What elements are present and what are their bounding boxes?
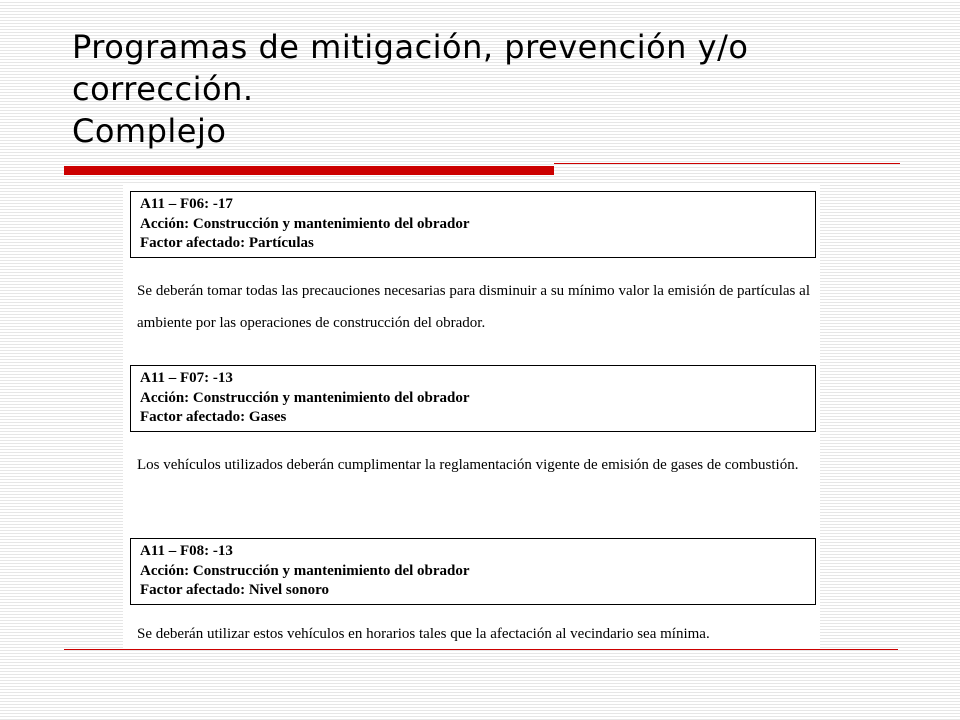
section-header-box-f07 (130, 365, 816, 432)
section-factor: Factor afectado: Partículas (140, 235, 314, 251)
section-factor: Factor afectado: Nivel sonoro (140, 582, 329, 598)
section-accion: Acción: Construcción y mantenimiento del obrador (140, 215, 470, 232)
section-code: A11 – F08: -13 (140, 543, 233, 559)
section-accion: Acción: Construcción y mantenimiento del obrador (140, 562, 470, 579)
section-text-f06: Se deberán tomar todas las precauciones necesarias para disminuir a su mínimo valor la emisión de partículas al ambiente por las operaciones de construcción del obrador. (137, 283, 810, 331)
slide-title (72, 26, 912, 152)
title-accent-bar (64, 166, 554, 175)
section-code: A11 – F06: -17 (140, 196, 233, 212)
title-accent-line (554, 163, 900, 164)
section-accion: Acción: Construcción y mantenimiento del obrador (140, 389, 470, 406)
slide-title-line-1: Programas de mitigación, prevención y/o (72, 28, 749, 66)
section-factor: Factor afectado: Gases (140, 409, 287, 425)
slide-title-line-3: Complejo (72, 112, 227, 150)
document-image (123, 184, 820, 648)
section-text-f07: Los vehículos utilizados deberán cumplimentar la reglamentación vigente de emisión de gases de combustión. (137, 457, 799, 473)
section-code: A11 – F07: -13 (140, 370, 233, 386)
section-text-f08: Se deberán utilizar estos vehículos en horarios tales que la afectación al vecindario sea mínima. (137, 626, 710, 642)
section-header-box-f08 (130, 538, 816, 605)
slide-title-line-2: corrección. (72, 70, 254, 108)
footer-accent-line (64, 649, 898, 650)
section-header-box-f06 (130, 191, 816, 258)
